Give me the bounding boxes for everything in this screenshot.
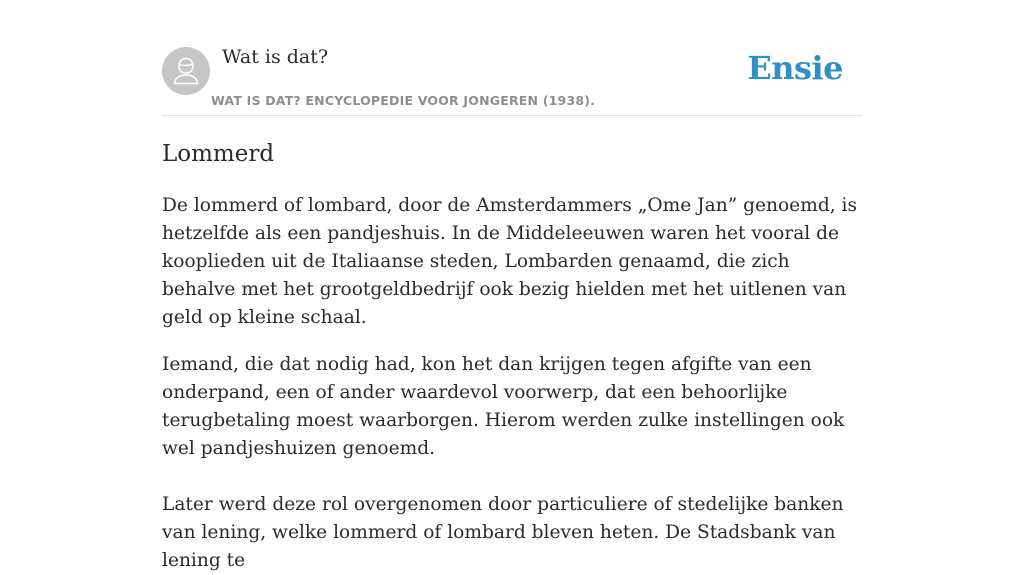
source-subtitle[interactable]: WAT IS DAT? ENCYCLOPEDIE VOOR JONGEREN (1938). bbox=[211, 93, 596, 108]
user-icon bbox=[162, 47, 210, 95]
ensie-logo[interactable]: Ensie bbox=[747, 49, 843, 87]
source-title[interactable]: Wat is dat? bbox=[222, 46, 329, 68]
article-paragraph: Iemand, die dat nodig had, kon het dan krijgen tegen afgifte van een onderpand, een of ander waardevol voorwerp, dat een behoorlijke terugbetaling moest waarborgen. Hierom werden zulke instellingen ook wel pandjeshuizen genoemd. bbox=[162, 354, 845, 459]
article-paragraph: Later werd deze rol overgenomen door particuliere of stedelijke banken van lening, welke lommerd of lombard bleven heten. De Stadsbank van lening te bbox=[162, 494, 844, 571]
article-paragraph: De lommerd of lombard, door de Amsterdammers „Ome Jan” genoemd, is hetzelfde als een pandjeshuis. In de Middeleeuwen waren het vooral de kooplieden uit de Italiaanse steden, Lombarden genaamd, die zich behalve met het grootgeldbedrijf ook bezig hielden met het uitlenen van geld op kleine schaal. bbox=[162, 195, 858, 328]
article bbox=[162, 138, 862, 575]
article-title: Lommerd bbox=[162, 141, 275, 167]
source-header bbox=[162, 45, 862, 116]
avatar[interactable] bbox=[162, 47, 210, 95]
